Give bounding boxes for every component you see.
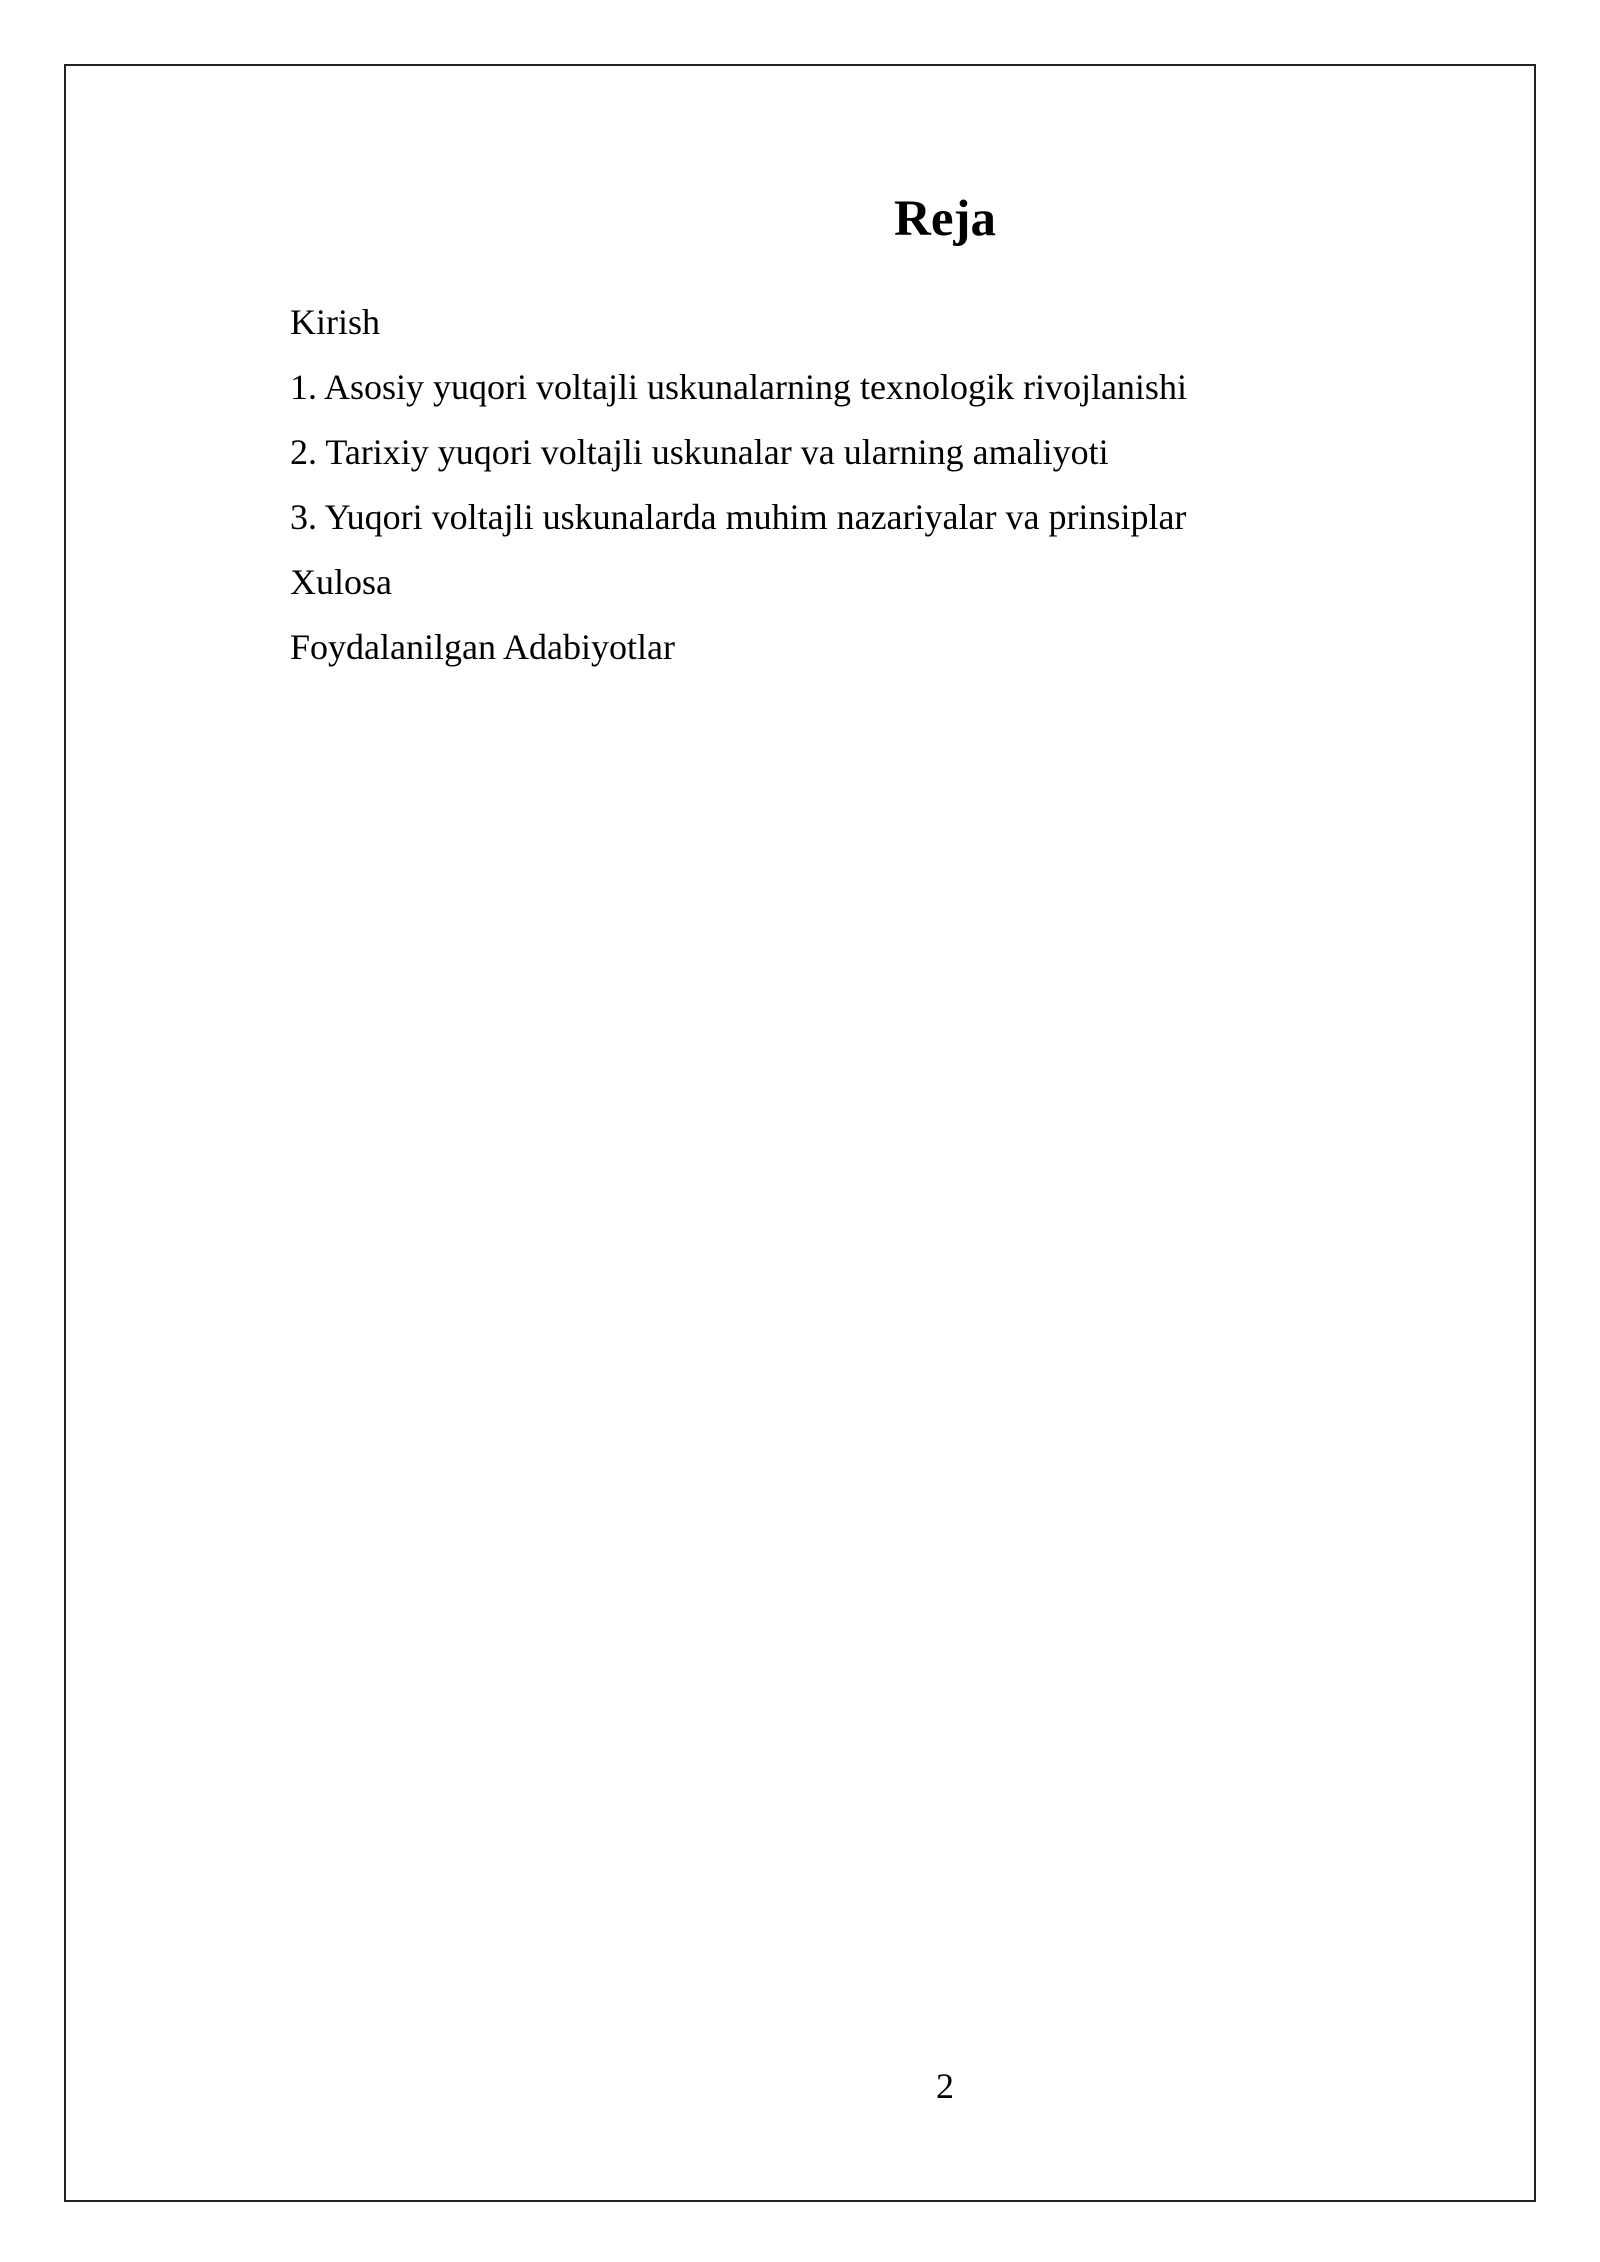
toc-item-section-1: 1. Asosiy yuqori voltajli uskunalarning texnologik rivojlanishi — [290, 367, 1187, 407]
page-number: 2 — [936, 2066, 954, 2106]
toc-item-section-3: 3. Yuqori voltajli uskunalarda muhim nazariyalar va prinsiplar — [290, 497, 1187, 537]
toc-item-conclusion: Xulosa — [290, 562, 392, 602]
toc-item-section-2: 2. Tarixiy yuqori voltajli uskunalar va ularning amaliyoti — [290, 432, 1109, 472]
toc-item-references: Foydalanilgan Adabiyotlar — [290, 627, 675, 667]
toc-item-introduction: Kirish — [290, 302, 380, 342]
table-of-contents — [290, 290, 1490, 680]
document-title: Reja — [894, 191, 996, 248]
